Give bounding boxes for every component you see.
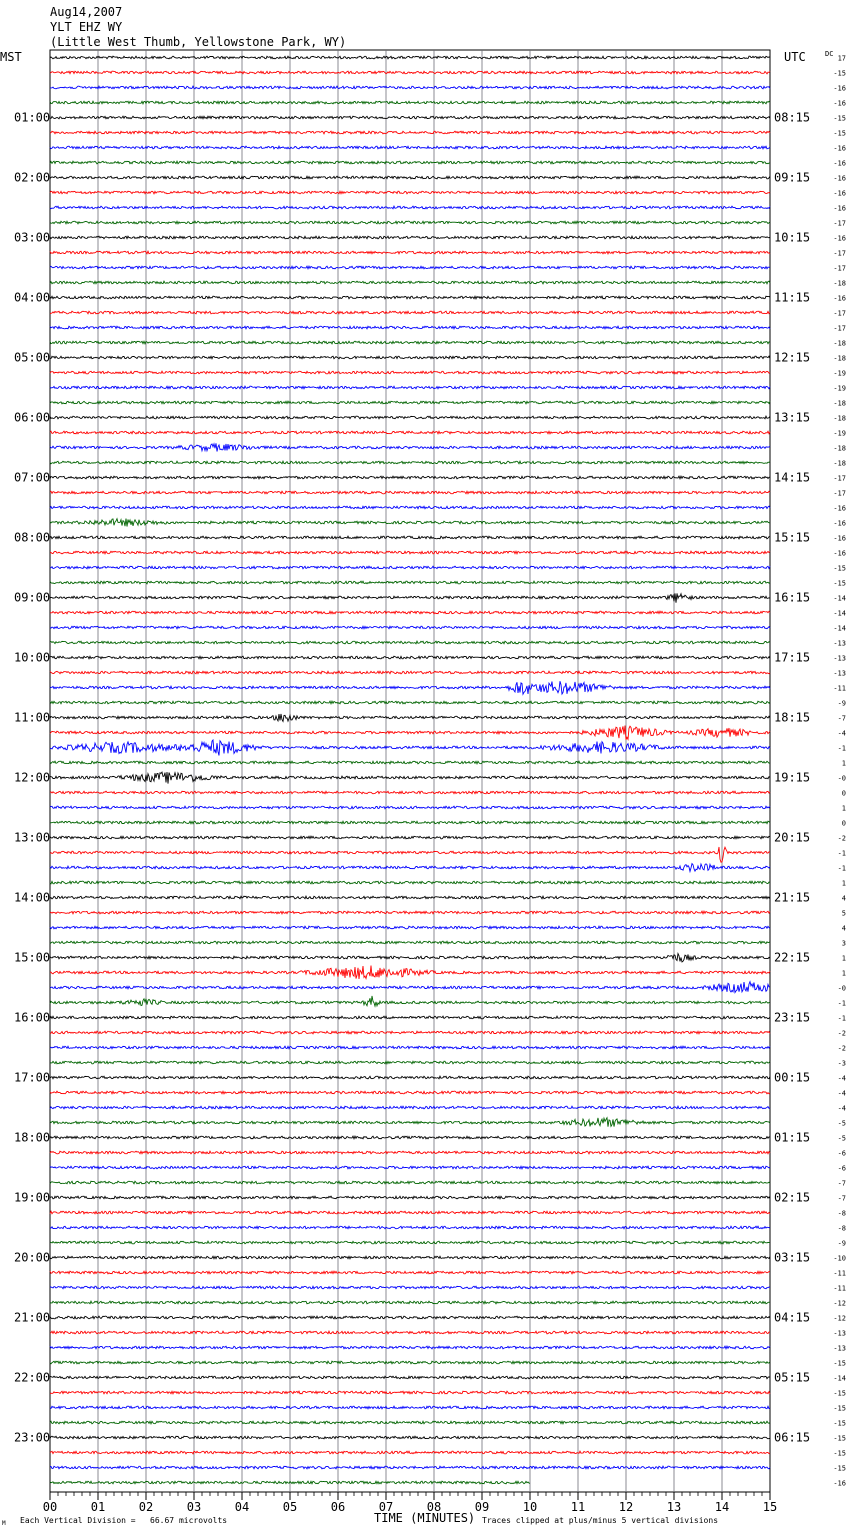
trace-37	[50, 611, 770, 614]
dc-offset-labels	[833, 55, 846, 1488]
dc-offset-label: -6	[837, 1149, 846, 1158]
trace-33	[50, 551, 770, 554]
dc-offset-label: -17	[833, 474, 846, 483]
dc-offset-label: -16	[833, 144, 846, 153]
trace-27	[50, 461, 770, 464]
dc-offset-label: -15	[833, 1449, 846, 1458]
trace-9	[50, 191, 770, 194]
utc-hour-label: 04:15	[774, 1310, 811, 1325]
trace-67	[50, 1061, 770, 1064]
utc-hour-label: 14:15	[774, 470, 811, 485]
trace-50	[50, 806, 770, 809]
dc-offset-label: -15	[833, 1389, 846, 1398]
dc-offset-label: -15	[833, 1419, 846, 1428]
trace-36	[50, 593, 770, 602]
dc-offset-label: 0	[841, 819, 846, 828]
dc-offset-label: 1	[841, 969, 846, 978]
dc-offset-label: -8	[837, 1224, 846, 1233]
trace-74	[50, 1166, 770, 1169]
dc-offset-label: -16	[833, 504, 846, 513]
x-tick-label: 11	[570, 1500, 586, 1514]
utc-hour-label: 19:15	[774, 770, 811, 785]
trace-34	[50, 566, 770, 569]
dc-offset-label: -1	[837, 999, 846, 1008]
dc-offset-label: -16	[833, 294, 846, 303]
trace-92	[50, 1436, 770, 1439]
trace-21	[50, 371, 770, 374]
utc-hour-label: 12:15	[774, 350, 811, 365]
mst-hour-label: 19:00	[14, 1190, 51, 1205]
trace-49	[50, 791, 770, 794]
dc-offset-label: -5	[837, 1134, 846, 1143]
dc-offset-label: -17	[833, 309, 846, 318]
right-axis-label: UTC	[784, 50, 806, 64]
trace-4	[50, 116, 770, 119]
dc-offset-label: -5	[837, 1119, 846, 1128]
mst-hour-label: 08:00	[14, 530, 51, 545]
trace-75	[50, 1181, 770, 1184]
trace-5	[50, 131, 770, 134]
mst-hour-label: 17:00	[14, 1070, 51, 1085]
dc-offset-label: -17	[833, 249, 846, 258]
dc-offset-label: -11	[833, 684, 846, 693]
trace-26	[50, 443, 770, 451]
dc-offset-label: -13	[833, 654, 846, 663]
x-tick-label: 04	[234, 1500, 250, 1514]
dc-offset-label: -14	[833, 1374, 846, 1383]
trace-89	[50, 1391, 770, 1394]
dc-offset-label: -3	[837, 1059, 846, 1068]
x-tick-label: 14	[714, 1500, 730, 1514]
trace-85	[50, 1331, 770, 1334]
dc-offset-label: -4	[837, 1104, 846, 1113]
x-tick-label: 02	[138, 1500, 154, 1514]
mst-hour-label: 22:00	[14, 1370, 51, 1385]
utc-hour-labels	[774, 111, 810, 1445]
trace-79	[50, 1241, 770, 1244]
trace-42	[50, 681, 770, 694]
dc-offset-label: -1	[837, 1014, 846, 1023]
trace-94	[50, 1466, 770, 1469]
dc-offset-label: -1	[837, 849, 846, 858]
dc-offset-label: -16	[833, 99, 846, 108]
trace-19	[50, 341, 770, 344]
trace-38	[50, 626, 770, 629]
trace-45	[50, 726, 770, 740]
mst-hour-label: 20:00	[14, 1250, 51, 1265]
trace-87	[50, 1361, 770, 1364]
x-tick-label: 06	[330, 1500, 346, 1514]
trace-10	[50, 206, 770, 209]
dc-offset-label: -18	[833, 399, 846, 408]
dc-offset-label: -2	[837, 1044, 846, 1053]
dc-offset-label: -15	[833, 1464, 846, 1473]
x-tick-label: 00	[42, 1500, 58, 1514]
trace-29	[50, 491, 770, 494]
trace-83	[50, 1301, 770, 1304]
utc-hour-label: 02:15	[774, 1190, 811, 1205]
dc-offset-label: -18	[833, 444, 846, 453]
dc-offset-label: 3	[841, 939, 846, 948]
dc-offset-label: -13	[833, 669, 846, 678]
trace-62	[50, 982, 770, 993]
trace-82	[50, 1286, 770, 1289]
utc-hour-label: 01:15	[774, 1130, 811, 1145]
dc-offset-label: -17	[833, 264, 846, 273]
trace-6	[50, 146, 770, 149]
dc-label: DC	[825, 50, 834, 58]
utc-hour-label: 10:15	[774, 230, 811, 245]
trace-72	[50, 1136, 770, 1139]
dc-offset-label: -7	[837, 1179, 846, 1188]
dc-offset-label: -19	[833, 384, 846, 393]
trace-53	[50, 847, 770, 862]
dc-offset-label: -16	[833, 204, 846, 213]
dc-offset-label: -18	[833, 339, 846, 348]
dc-offset-label: -16	[833, 234, 846, 243]
trace-16	[50, 296, 770, 299]
trace-80	[50, 1256, 770, 1259]
dc-offset-label: -16	[833, 519, 846, 528]
mst-hour-label: 13:00	[14, 830, 51, 845]
dc-offset-label: -11	[833, 1269, 846, 1278]
trace-57	[50, 911, 770, 914]
utc-hour-label: 00:15	[774, 1070, 811, 1085]
trace-69	[50, 1091, 770, 1094]
utc-hour-label: 13:15	[774, 410, 811, 425]
trace-13	[50, 251, 770, 254]
trace-2	[50, 86, 770, 89]
utc-hour-label: 17:15	[774, 650, 811, 665]
trace-3	[50, 101, 770, 104]
trace-46	[50, 740, 770, 756]
mst-hour-label: 06:00	[14, 410, 51, 425]
dc-offset-label: -15	[833, 114, 846, 123]
dc-offset-label: 1	[841, 759, 846, 768]
trace-84	[50, 1316, 770, 1319]
trace-61	[50, 966, 770, 979]
mst-hour-label: 05:00	[14, 350, 51, 365]
dc-offset-label: -11	[833, 1284, 846, 1293]
trace-56	[50, 896, 770, 899]
dc-offset-label: -15	[833, 1404, 846, 1413]
trace-63	[50, 996, 770, 1006]
utc-hour-label: 22:15	[774, 950, 811, 965]
x-tick-label: 01	[90, 1500, 106, 1514]
trace-11	[50, 221, 770, 224]
trace-0	[50, 56, 770, 59]
trace-78	[50, 1226, 770, 1229]
header-location: (Little West Thumb, Yellowstone Park, WY)	[50, 35, 347, 49]
dc-offset-label: 1	[841, 954, 846, 963]
utc-hour-label: 15:15	[774, 530, 811, 545]
trace-86	[50, 1346, 770, 1349]
dc-offset-label: -17	[833, 489, 846, 498]
trace-18	[50, 326, 770, 329]
dc-offset-label: -7	[837, 1194, 846, 1203]
trace-44	[50, 714, 770, 721]
trace-60	[50, 954, 770, 962]
trace-90	[50, 1406, 770, 1409]
dc-offset-label: -16	[833, 159, 846, 168]
dc-offset-label: -2	[837, 1029, 846, 1038]
mst-hour-label: 12:00	[14, 770, 51, 785]
mst-hour-label: 10:00	[14, 650, 51, 665]
dc-offset-label: -8	[837, 1209, 846, 1218]
trace-17	[50, 311, 770, 314]
dc-offset-label: -14	[833, 609, 846, 618]
dc-offset-label: 1	[841, 804, 846, 813]
trace-28	[50, 476, 770, 479]
dc-offset-label: -9	[837, 699, 846, 708]
dc-offset-label: -1	[837, 744, 846, 753]
trace-22	[50, 386, 770, 389]
trace-66	[50, 1046, 770, 1049]
utc-hour-label: 16:15	[774, 590, 811, 605]
dc-offset-label: -17	[833, 324, 846, 333]
dc-offset-label: -18	[833, 459, 846, 468]
utc-hour-label: 09:15	[774, 170, 811, 185]
dc-offset-label: -16	[833, 1479, 846, 1488]
dc-offset-label: -16	[833, 84, 846, 93]
dc-offset-label: 0	[841, 789, 846, 798]
dc-offset-label: -17	[833, 219, 846, 228]
header-station: YLT EHZ WY	[50, 20, 123, 34]
trace-20	[50, 356, 770, 359]
dc-offset-label: -12	[833, 1299, 846, 1308]
dc-offset-label: -15	[833, 129, 846, 138]
x-tick-label: 13	[666, 1500, 682, 1514]
trace-32	[50, 536, 770, 539]
dc-offset-label: -19	[833, 429, 846, 438]
trace-15	[50, 281, 770, 284]
dc-offset-label: -14	[833, 594, 846, 603]
mst-hour-labels	[14, 111, 50, 1445]
utc-hour-label: 20:15	[774, 830, 811, 845]
dc-offset-label: -15	[833, 1434, 846, 1443]
dc-offset-label: -6	[837, 1164, 846, 1173]
x-tick-label: 07	[378, 1500, 394, 1514]
mst-hour-label: 21:00	[14, 1310, 51, 1325]
utc-hour-label: 05:15	[774, 1370, 811, 1385]
x-axis-title: TIME (MINUTES)	[374, 1511, 476, 1525]
dc-offset-label: -15	[833, 564, 846, 573]
dc-offset-label: -7	[837, 714, 846, 723]
x-tick-label: 15	[762, 1500, 778, 1514]
clip-note: Traces clipped at plus/minus 5 vertical divisions	[482, 1516, 719, 1525]
dc-offset-label: -16	[833, 534, 846, 543]
trace-25	[50, 431, 770, 434]
dc-offset-label: 4	[841, 894, 846, 903]
trace-47	[50, 761, 770, 764]
trace-71	[50, 1118, 770, 1127]
dc-offset-label: 4	[841, 924, 846, 933]
dc-offset-label: -1	[837, 864, 846, 873]
x-tick-label: 05	[282, 1500, 298, 1514]
dc-offset-label: -18	[833, 354, 846, 363]
x-tick-label: 08	[426, 1500, 442, 1514]
trace-1	[50, 71, 770, 74]
left-axis-label: MST	[0, 50, 22, 64]
utc-hour-label: 18:15	[774, 710, 811, 725]
dc-offset-label: -13	[833, 1344, 846, 1353]
x-tick-label: 12	[618, 1500, 634, 1514]
dc-offset-label: -15	[833, 1359, 846, 1368]
mst-hour-label: 09:00	[14, 590, 51, 605]
trace-40	[50, 656, 770, 659]
dc-offset-label: 5	[841, 909, 846, 918]
mst-hour-label: 15:00	[14, 950, 51, 965]
dc-offset-label: -16	[833, 189, 846, 198]
trace-58	[50, 926, 770, 929]
mst-hour-label: 03:00	[14, 230, 51, 245]
dc-offset-label: -0	[837, 984, 846, 993]
trace-54	[50, 864, 770, 872]
trace-23	[50, 401, 770, 404]
mst-hour-label: 16:00	[14, 1010, 51, 1025]
mst-hour-label: 23:00	[14, 1430, 51, 1445]
dc-offset-label: -18	[833, 279, 846, 288]
trace-group	[50, 56, 770, 1484]
mst-hour-label: 07:00	[14, 470, 51, 485]
header-date: Aug14,2007	[50, 5, 123, 19]
dc-offset-label: -4	[837, 1074, 846, 1083]
utc-hour-label: 06:15	[774, 1430, 811, 1445]
dc-offset-label: -4	[837, 1089, 846, 1098]
trace-52	[50, 836, 770, 839]
trace-51	[50, 821, 770, 824]
corner-mark: M	[2, 1520, 6, 1527]
dc-offset-label: -4	[837, 729, 846, 738]
trace-14	[50, 266, 770, 269]
trace-81	[50, 1271, 770, 1274]
dc-offset-label: -18	[833, 414, 846, 423]
trace-48	[50, 772, 770, 784]
utc-hour-label: 23:15	[774, 1010, 811, 1025]
utc-hour-label: 08:15	[774, 110, 811, 125]
trace-88	[50, 1376, 770, 1379]
trace-64	[50, 1016, 770, 1019]
trace-7	[50, 161, 770, 164]
trace-93	[50, 1451, 770, 1454]
trace-24	[50, 416, 770, 419]
trace-77	[50, 1211, 770, 1214]
mst-hour-label: 14:00	[14, 890, 51, 905]
dc-offset-label: -0	[837, 774, 846, 783]
dc-offset-label: -14	[833, 624, 846, 633]
dc-offset-label: -16	[833, 174, 846, 183]
utc-hour-label: 03:15	[774, 1250, 811, 1265]
trace-73	[50, 1151, 770, 1154]
trace-55	[50, 881, 770, 884]
trace-8	[50, 176, 770, 179]
x-tick-label: 03	[186, 1500, 202, 1514]
dc-offset-label: 1	[841, 879, 846, 888]
trace-76	[50, 1196, 770, 1199]
dc-offset-label: -15	[833, 579, 846, 588]
dc-offset-label: -9	[837, 1239, 846, 1248]
dc-offset-label: -16	[833, 549, 846, 558]
trace-59	[50, 941, 770, 944]
plot-frame	[50, 50, 770, 1492]
utc-hour-label: 21:15	[774, 890, 811, 905]
dc-offset-label: -2	[837, 834, 846, 843]
trace-43	[50, 701, 770, 704]
dc-offset-label: 17	[837, 54, 846, 63]
trace-65	[50, 1031, 770, 1034]
dc-offset-label: -15	[833, 69, 846, 78]
mst-hour-label: 11:00	[14, 710, 51, 725]
dc-offset-label: -19	[833, 369, 846, 378]
trace-30	[50, 506, 770, 509]
dc-offset-label: -13	[833, 1329, 846, 1338]
dc-offset-label: -10	[833, 1254, 846, 1263]
dc-offset-label: -13	[833, 639, 846, 648]
utc-hour-label: 11:15	[774, 290, 811, 305]
trace-68	[50, 1076, 770, 1079]
trace-39	[50, 641, 770, 644]
scale-note: Each Vertical Division = 66.67 microvolts	[20, 1516, 228, 1525]
mst-hour-label: 04:00	[14, 290, 51, 305]
mst-hour-label: 18:00	[14, 1130, 51, 1145]
trace-12	[50, 236, 770, 239]
mst-hour-label: 02:00	[14, 170, 51, 185]
dc-offset-label: -12	[833, 1314, 846, 1323]
trace-70	[50, 1106, 770, 1109]
x-tick-label: 10	[522, 1500, 538, 1514]
trace-41	[50, 671, 770, 674]
trace-91	[50, 1421, 770, 1424]
trace-31	[50, 519, 770, 527]
mst-hour-label: 01:00	[14, 110, 51, 125]
trace-35	[50, 581, 770, 584]
x-tick-label: 09	[474, 1500, 490, 1514]
